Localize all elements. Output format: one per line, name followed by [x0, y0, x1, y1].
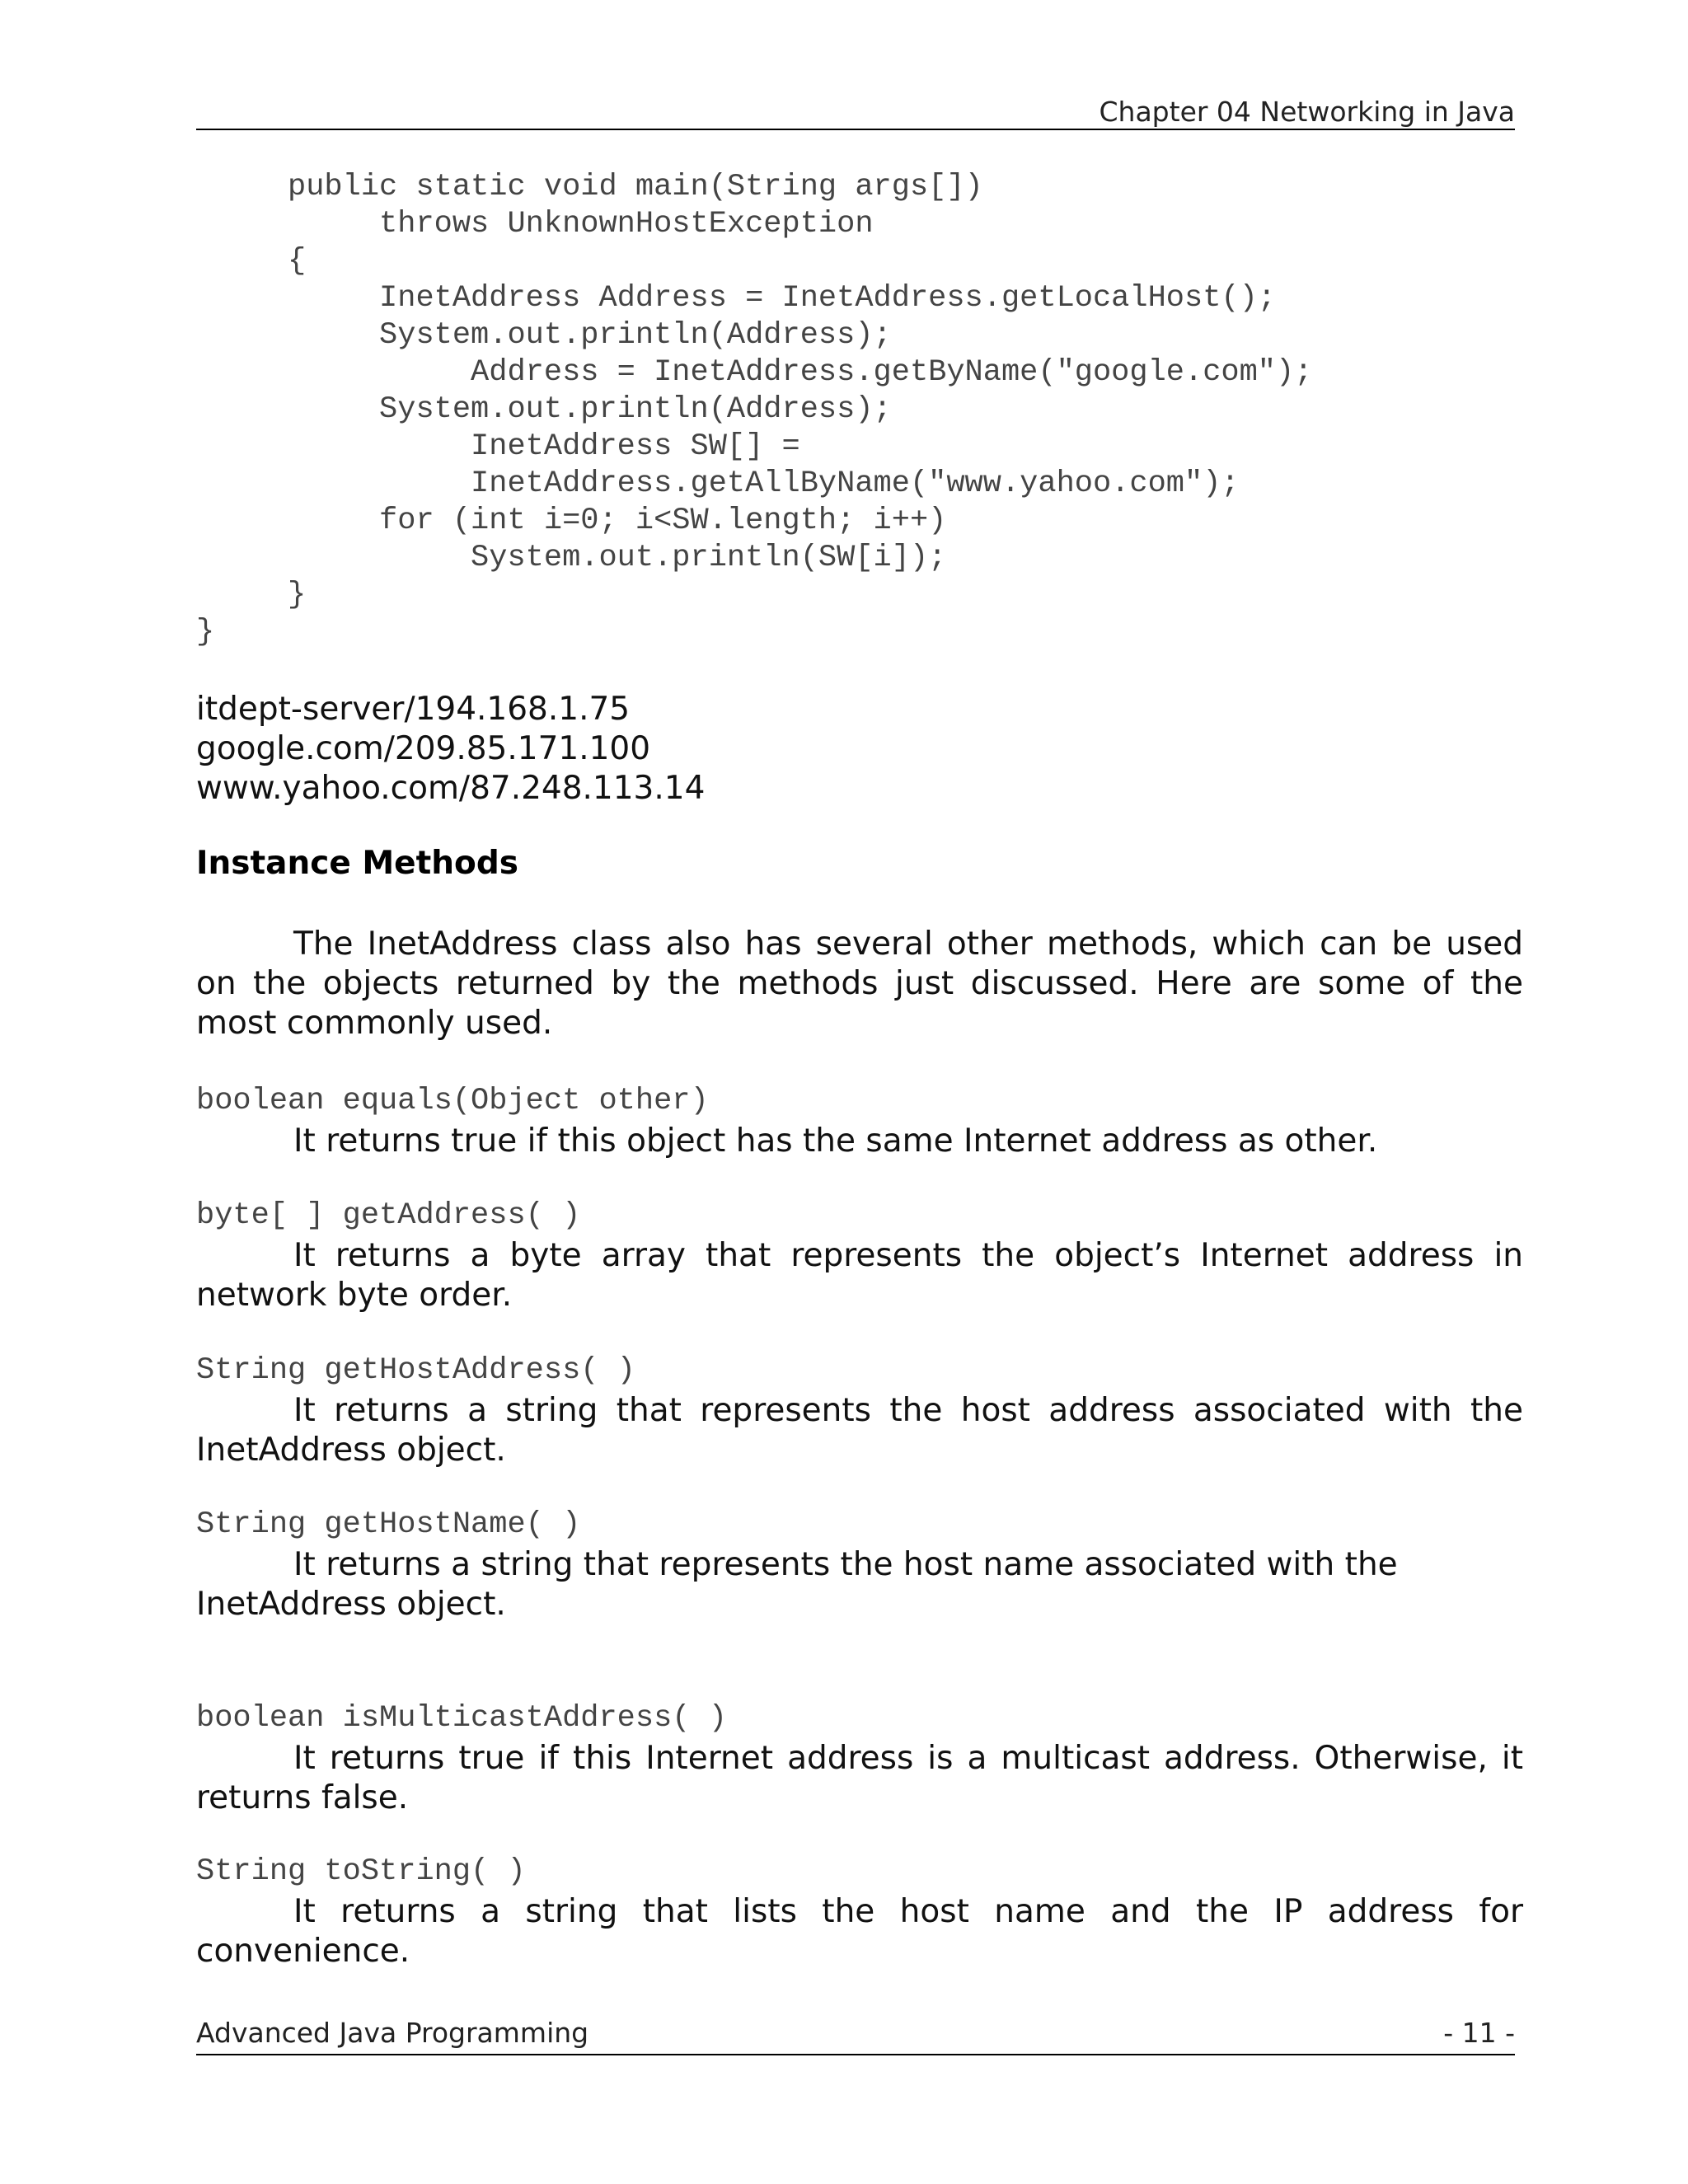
method-gethostaddress: [196, 1352, 1523, 1470]
method-tostring: [196, 1853, 1523, 1971]
method-description: It returns true if this object has the same Internet address as other.: [293, 1122, 1378, 1160]
section-heading: Instance Methods: [196, 845, 518, 882]
program-output: [196, 690, 1515, 808]
code-line: System.out.println(Address);: [196, 318, 892, 353]
method-signature: String toString( ): [196, 1854, 526, 1889]
method-signature: boolean equals(Object other): [196, 1084, 709, 1118]
output-line: itdept-server/194.168.1.75: [196, 691, 631, 728]
method-description: It returns a string that represents the host address associated with the InetAddress object.: [196, 1392, 1523, 1469]
page-footer: [196, 2014, 1515, 2055]
method-description: It returns a byte array that represents the object’s Internet address in network byte order.: [196, 1237, 1523, 1314]
method-description: It returns true if this Internet address is a multicast address. Otherwise, it returns false.: [196, 1740, 1523, 1816]
method-getaddress: [196, 1197, 1523, 1315]
code-line: {: [196, 244, 307, 279]
intro-paragraph: The InetAddress class also has several other methods, which can be used on the objects returned by the methods just discussed. Here are some of the most commonly used.: [196, 926, 1523, 1042]
output-line: www.yahoo.com/87.248.113.14: [196, 770, 706, 807]
method-ismulticastaddress: [196, 1699, 1523, 1818]
code-line: InetAddress SW[] =: [196, 429, 800, 464]
chapter-title: Chapter 04 Networking in Java: [1099, 96, 1515, 128]
code-line: }: [196, 578, 307, 612]
method-signature: String getHostName( ): [196, 1507, 581, 1542]
code-line: System.out.println(Address);: [196, 392, 892, 427]
code-line: System.out.println(SW[i]);: [196, 541, 947, 575]
code-listing: [196, 169, 1515, 651]
output-line: google.com/209.85.171.100: [196, 730, 651, 767]
code-line: Address = InetAddress.getByName("google.com");: [196, 355, 1313, 390]
method-signature: boolean isMulticastAddress( ): [196, 1701, 727, 1736]
page-number: - 11 -: [1443, 2017, 1515, 2049]
method-equals: [196, 1082, 1523, 1161]
method-description: It returns a string that lists the host name and the IP address for convenience.: [196, 1893, 1523, 1970]
code-line: throws UnknownHostException: [196, 207, 874, 241]
method-description: It returns a string that represents the host name associated with the: [293, 1546, 1398, 1583]
book-title: Advanced Java Programming: [196, 2017, 589, 2049]
method-description-continued: InetAddress object.: [196, 1586, 506, 1623]
code-line: }: [196, 615, 215, 649]
method-signature: byte[ ] getAddress( ): [196, 1198, 581, 1233]
code-line: InetAddress.getAllByName("www.yahoo.com");: [196, 466, 1240, 501]
code-line: for (int i=0; i<SW.length; i++): [196, 504, 947, 538]
method-gethostname: [196, 1506, 1523, 1624]
code-line: InetAddress Address = InetAddress.getLocalHost();: [196, 281, 1277, 316]
code-line: public static void main(String args[]): [196, 170, 983, 204]
method-signature: String getHostAddress( ): [196, 1353, 635, 1388]
page-header: [196, 96, 1515, 130]
